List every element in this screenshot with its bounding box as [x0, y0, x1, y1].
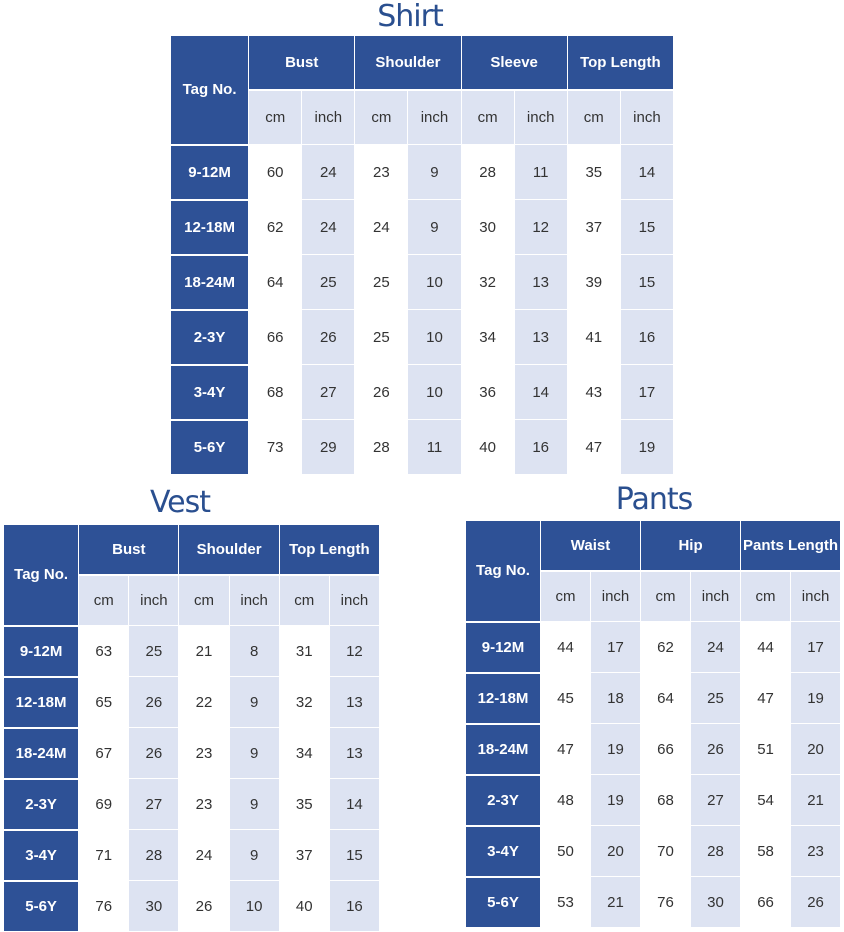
pants-title: Pants: [615, 482, 693, 517]
vest-table-cell: 9: [229, 830, 279, 881]
vest-table-cell: 12: [329, 626, 379, 677]
pants-column-header: Waist: [541, 521, 641, 571]
shirt-table-cell: 9: [408, 200, 461, 255]
pants-table-cell: 68: [641, 775, 691, 826]
pants-table-cell: 45: [541, 673, 591, 724]
shirt-table-cell: 41: [567, 310, 620, 365]
vest-row-tag: 3-4Y: [4, 830, 79, 881]
pants-table-cell: 70: [641, 826, 691, 877]
vest-table-cell: 37: [279, 830, 329, 881]
shirt-table-cell: 73: [249, 420, 302, 475]
vest-table-row: [4, 830, 380, 881]
vest-table-row: [4, 728, 380, 779]
vest-table-cell: 31: [279, 626, 329, 677]
vest-table-row: [4, 626, 380, 677]
shirt-column-header: Sleeve: [461, 36, 567, 90]
shirt-table-cell: 17: [620, 365, 673, 420]
pants-unit-header: inch: [591, 571, 641, 622]
pants-row-tag: 2-3Y: [466, 775, 541, 826]
vest-size-table: [3, 524, 380, 932]
shirt-table-cell: 13: [514, 255, 567, 310]
pants-table-row: [466, 826, 841, 877]
pants-table-cell: 21: [791, 775, 841, 826]
shirt-unit-header: cm: [567, 90, 620, 145]
vest-column-header: Top Length: [279, 525, 379, 575]
shirt-table-cell: 37: [567, 200, 620, 255]
shirt-column-header: Shoulder: [355, 36, 461, 90]
pants-table-row: [466, 622, 841, 673]
shirt-table-row: [171, 255, 674, 310]
shirt-column-header: Top Length: [567, 36, 673, 90]
shirt-table-cell: 28: [461, 145, 514, 200]
shirt-table-cell: 30: [461, 200, 514, 255]
pants-unit-header: cm: [741, 571, 791, 622]
shirt-table-cell: 16: [514, 420, 567, 475]
vest-table-cell: 8: [229, 626, 279, 677]
shirt-column-header: Bust: [249, 36, 355, 90]
pants-table-cell: 76: [641, 877, 691, 928]
vest-row-tag: 5-6Y: [4, 881, 79, 932]
vest-table-cell: 26: [129, 728, 179, 779]
vest-table-cell: 63: [79, 626, 129, 677]
pants-table-row: [466, 724, 841, 775]
vest-table-cell: 23: [179, 728, 229, 779]
pants-column-header: Pants Length: [741, 521, 841, 571]
pants-table-cell: 26: [791, 877, 841, 928]
shirt-table-row: [171, 365, 674, 420]
shirt-row-tag: 3-4Y: [171, 365, 249, 420]
vest-unit-header: cm: [79, 575, 129, 626]
vest-table-cell: 24: [179, 830, 229, 881]
pants-table-cell: 19: [591, 775, 641, 826]
vest-table-cell: 34: [279, 728, 329, 779]
shirt-row-tag: 9-12M: [171, 145, 249, 200]
vest-table-cell: 9: [229, 728, 279, 779]
pants-unit-header: cm: [641, 571, 691, 622]
vest-table-cell: 65: [79, 677, 129, 728]
vest-table-cell: 27: [129, 779, 179, 830]
pants-row-tag: 3-4Y: [466, 826, 541, 877]
pants-table-cell: 48: [541, 775, 591, 826]
vest-table-cell: 15: [329, 830, 379, 881]
vest-table-cell: 26: [129, 677, 179, 728]
pants-row-tag: 5-6Y: [466, 877, 541, 928]
shirt-table-cell: 9: [408, 145, 461, 200]
pants-size-table: [465, 520, 841, 928]
shirt-unit-header: cm: [249, 90, 302, 145]
vest-table-cell: 67: [79, 728, 129, 779]
pants-table-cell: 18: [591, 673, 641, 724]
shirt-table-cell: 39: [567, 255, 620, 310]
vest-table-cell: 30: [129, 881, 179, 932]
vest-table-cell: 13: [329, 728, 379, 779]
shirt-title: Shirt: [377, 0, 443, 34]
pants-table-cell: 19: [791, 673, 841, 724]
pants-table-row: [466, 673, 841, 724]
vest-table-cell: 26: [179, 881, 229, 932]
pants-table-cell: 51: [741, 724, 791, 775]
vest-table-cell: 35: [279, 779, 329, 830]
shirt-table-cell: 60: [249, 145, 302, 200]
vest-title: Vest: [149, 485, 211, 520]
pants-table-cell: 28: [691, 826, 741, 877]
pants-table-cell: 66: [641, 724, 691, 775]
shirt-table-cell: 32: [461, 255, 514, 310]
shirt-table-cell: 14: [620, 145, 673, 200]
pants-tag-header: Tag No.: [466, 521, 541, 622]
pants-table-cell: 50: [541, 826, 591, 877]
shirt-table-cell: 10: [408, 365, 461, 420]
vest-unit-header: inch: [129, 575, 179, 626]
shirt-table-cell: 11: [514, 145, 567, 200]
pants-column-header: Hip: [641, 521, 741, 571]
shirt-table-cell: 62: [249, 200, 302, 255]
shirt-table-cell: 40: [461, 420, 514, 475]
shirt-table-cell: 26: [302, 310, 355, 365]
pants-row-tag: 12-18M: [466, 673, 541, 724]
shirt-table-cell: 11: [408, 420, 461, 475]
pants-table-cell: 17: [791, 622, 841, 673]
pants-table-cell: 64: [641, 673, 691, 724]
shirt-unit-header: inch: [620, 90, 673, 145]
pants-table-cell: 30: [691, 877, 741, 928]
shirt-table-cell: 24: [302, 145, 355, 200]
pants-table-cell: 53: [541, 877, 591, 928]
pants-table-cell: 54: [741, 775, 791, 826]
shirt-table-row: [171, 200, 674, 255]
shirt-table-cell: 15: [620, 255, 673, 310]
vest-row-tag: 9-12M: [4, 626, 79, 677]
vest-table-cell: 25: [129, 626, 179, 677]
pants-row-tag: 9-12M: [466, 622, 541, 673]
shirt-table-cell: 24: [355, 200, 408, 255]
shirt-table-cell: 14: [514, 365, 567, 420]
vest-table-cell: 32: [279, 677, 329, 728]
shirt-table-cell: 10: [408, 310, 461, 365]
shirt-table-cell: 68: [249, 365, 302, 420]
vest-table-cell: 16: [329, 881, 379, 932]
vest-unit-header: cm: [279, 575, 329, 626]
shirt-table-cell: 27: [302, 365, 355, 420]
shirt-size-table: [170, 35, 674, 475]
vest-tag-header: Tag No.: [4, 525, 79, 626]
vest-unit-header: inch: [329, 575, 379, 626]
shirt-row-tag: 5-6Y: [171, 420, 249, 475]
pants-table-cell: 23: [791, 826, 841, 877]
pants-table-cell: 27: [691, 775, 741, 826]
shirt-table-cell: 35: [567, 145, 620, 200]
vest-table-cell: 22: [179, 677, 229, 728]
shirt-table-cell: 64: [249, 255, 302, 310]
shirt-table-row: [171, 310, 674, 365]
pants-table-cell: 21: [591, 877, 641, 928]
shirt-table-cell: 19: [620, 420, 673, 475]
vest-row-tag: 18-24M: [4, 728, 79, 779]
shirt-table-cell: 24: [302, 200, 355, 255]
shirt-unit-header: cm: [461, 90, 514, 145]
shirt-row-tag: 2-3Y: [171, 310, 249, 365]
vest-table-cell: 9: [229, 677, 279, 728]
pants-unit-header: cm: [541, 571, 591, 622]
shirt-table-cell: 13: [514, 310, 567, 365]
shirt-table-cell: 23: [355, 145, 408, 200]
vest-row-tag: 2-3Y: [4, 779, 79, 830]
vest-table-cell: 23: [179, 779, 229, 830]
vest-table-cell: 76: [79, 881, 129, 932]
shirt-row-tag: 18-24M: [171, 255, 249, 310]
pants-table-cell: 44: [741, 622, 791, 673]
vest-table-cell: 9: [229, 779, 279, 830]
pants-table-cell: 24: [691, 622, 741, 673]
shirt-table-cell: 10: [408, 255, 461, 310]
shirt-table-cell: 36: [461, 365, 514, 420]
vest-table-cell: 13: [329, 677, 379, 728]
vest-table-cell: 71: [79, 830, 129, 881]
vest-table-cell: 10: [229, 881, 279, 932]
pants-table-cell: 26: [691, 724, 741, 775]
shirt-table-cell: 15: [620, 200, 673, 255]
pants-table-cell: 19: [591, 724, 641, 775]
shirt-table-cell: 12: [514, 200, 567, 255]
vest-table-row: [4, 677, 380, 728]
pants-table-cell: 66: [741, 877, 791, 928]
shirt-tag-header: Tag No.: [171, 36, 249, 145]
pants-table-cell: 47: [741, 673, 791, 724]
vest-table-cell: 28: [129, 830, 179, 881]
vest-column-header: Bust: [79, 525, 179, 575]
vest-table-cell: 14: [329, 779, 379, 830]
pants-unit-header: inch: [691, 571, 741, 622]
shirt-table-cell: 43: [567, 365, 620, 420]
pants-table-cell: 62: [641, 622, 691, 673]
vest-unit-header: cm: [179, 575, 229, 626]
vest-table-cell: 21: [179, 626, 229, 677]
shirt-row-tag: 12-18M: [171, 200, 249, 255]
pants-table-row: [466, 775, 841, 826]
vest-table-cell: 40: [279, 881, 329, 932]
shirt-table-cell: 25: [355, 255, 408, 310]
shirt-unit-header: inch: [514, 90, 567, 145]
pants-table-cell: 44: [541, 622, 591, 673]
shirt-table-cell: 25: [302, 255, 355, 310]
pants-unit-header: inch: [791, 571, 841, 622]
pants-table-cell: 58: [741, 826, 791, 877]
pants-table-cell: 17: [591, 622, 641, 673]
shirt-table-cell: 66: [249, 310, 302, 365]
shirt-table-cell: 25: [355, 310, 408, 365]
vest-table-cell: 69: [79, 779, 129, 830]
shirt-table-row: [171, 420, 674, 475]
pants-table-cell: 20: [591, 826, 641, 877]
vest-unit-header: inch: [229, 575, 279, 626]
shirt-table-cell: 47: [567, 420, 620, 475]
vest-table-row: [4, 881, 380, 932]
pants-table-cell: 25: [691, 673, 741, 724]
vest-row-tag: 12-18M: [4, 677, 79, 728]
shirt-table-cell: 34: [461, 310, 514, 365]
shirt-unit-header: cm: [355, 90, 408, 145]
shirt-table-cell: 29: [302, 420, 355, 475]
vest-column-header: Shoulder: [179, 525, 279, 575]
pants-table-cell: 47: [541, 724, 591, 775]
pants-table-cell: 20: [791, 724, 841, 775]
shirt-unit-header: inch: [302, 90, 355, 145]
shirt-table-cell: 16: [620, 310, 673, 365]
pants-row-tag: 18-24M: [466, 724, 541, 775]
shirt-table-cell: 26: [355, 365, 408, 420]
shirt-unit-header: inch: [408, 90, 461, 145]
pants-table-row: [466, 877, 841, 928]
shirt-table-row: [171, 145, 674, 200]
vest-table-row: [4, 779, 380, 830]
shirt-table-cell: 28: [355, 420, 408, 475]
